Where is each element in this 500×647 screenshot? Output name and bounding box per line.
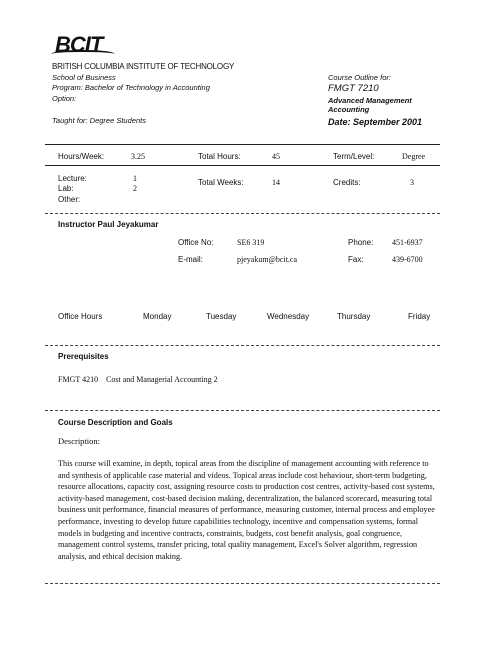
- course-date: Date: September 2001: [328, 117, 423, 127]
- phone-label: Phone:: [348, 238, 374, 247]
- day-monday: Monday: [143, 312, 172, 321]
- day-thursday: Thursday: [337, 312, 371, 321]
- day-wednesday: Wednesday: [267, 312, 310, 321]
- lecture-value: 1: [133, 174, 137, 183]
- total-weeks-label: Total Weeks:: [198, 178, 244, 187]
- email-value: pjeyakum@bcit.ca: [237, 255, 298, 264]
- logo-text: BCIT: [55, 32, 103, 57]
- divider-3: [45, 213, 440, 214]
- fax-label: Fax:: [348, 255, 364, 264]
- credits-label: Credits:: [333, 178, 361, 187]
- total-weeks-value: 14: [272, 178, 280, 187]
- course-code: FMGT 7210: [328, 83, 379, 94]
- divider-bottom: [45, 583, 440, 584]
- instructor-name: Instructor Paul Jeyakumar: [58, 220, 159, 229]
- course-title-1: Advanced Management: [328, 96, 412, 105]
- other-label: Other:: [58, 195, 81, 204]
- day-friday: Friday: [408, 312, 431, 321]
- institute-name: BRITISH COLUMBIA INSTITUTE OF TECHNOLOGY: [52, 62, 235, 71]
- option-label: Option:: [52, 94, 77, 103]
- prerequisites-text: FMGT 4210 Cost and Managerial Accounting 2: [58, 375, 218, 384]
- hours-week-value: 3.25: [131, 152, 145, 161]
- day-tuesday: Tuesday: [206, 312, 237, 321]
- total-hours-value: 45: [272, 152, 280, 161]
- term-level-label: Term/Level:: [333, 152, 375, 161]
- phone-value: 451-6937: [392, 238, 423, 247]
- email-label: E-mail:: [178, 255, 203, 264]
- prerequisites-heading: Prerequisites: [58, 352, 109, 361]
- course-title-2: Accounting: [328, 105, 370, 114]
- office-hours-label: Office Hours: [58, 312, 103, 321]
- program-name: Program: Bachelor of Technology in Accounting: [52, 83, 210, 92]
- divider-5: [45, 410, 440, 411]
- lab-label: Lab:: [58, 184, 74, 193]
- office-no-label: Office No:: [178, 238, 214, 247]
- divider-2: [45, 165, 440, 166]
- course-description-heading: Course Description and Goals: [58, 418, 173, 427]
- divider-1: [45, 144, 440, 145]
- school-name: School of Business: [52, 73, 116, 82]
- lab-value: 2: [133, 184, 137, 193]
- logo-swoosh: [51, 50, 115, 58]
- description-subheading: Description:: [58, 436, 101, 446]
- bcit-logo: [55, 30, 115, 58]
- fax-value: 439-6700: [392, 255, 423, 264]
- office-no-value: SE6 319: [237, 238, 265, 247]
- credits-value: 3: [410, 178, 414, 187]
- description-text: This course will examine, in depth, topical areas from the discipline of management accounting with reference to and synthesis of applicable case material and videos. Topical areas include cost behaviour, short-term budgeting, resource allocations, capacity cost, assigning resource costs to production cost centres, activity-based cost systems, activity-based management, cost-based decision making, decentralization, the balanced scorecard, measuring total business unit performance, financial measures of performance, measuring customer, internal process and employee performance, investing to develop future capabilities technology, incentive and compensation systems, formal models in budgeting and incentive contracts, constraints, budgets, cost benefit analysis, goal congruence, management control systems, transfer pricing, total quality management, Excel's Solver algorithm, regression analysis, and ethical decision making.: [58, 459, 435, 561]
- total-hours-label: Total Hours:: [198, 152, 241, 161]
- divider-4: [45, 345, 440, 346]
- lecture-label: Lecture:: [58, 174, 87, 183]
- term-level-value: Degree: [402, 152, 426, 161]
- hours-week-label: Hours/Week:: [58, 152, 105, 161]
- taught-for: Taught for: Degree Students: [52, 116, 146, 125]
- course-outline-label: Course Outline for:: [328, 73, 391, 82]
